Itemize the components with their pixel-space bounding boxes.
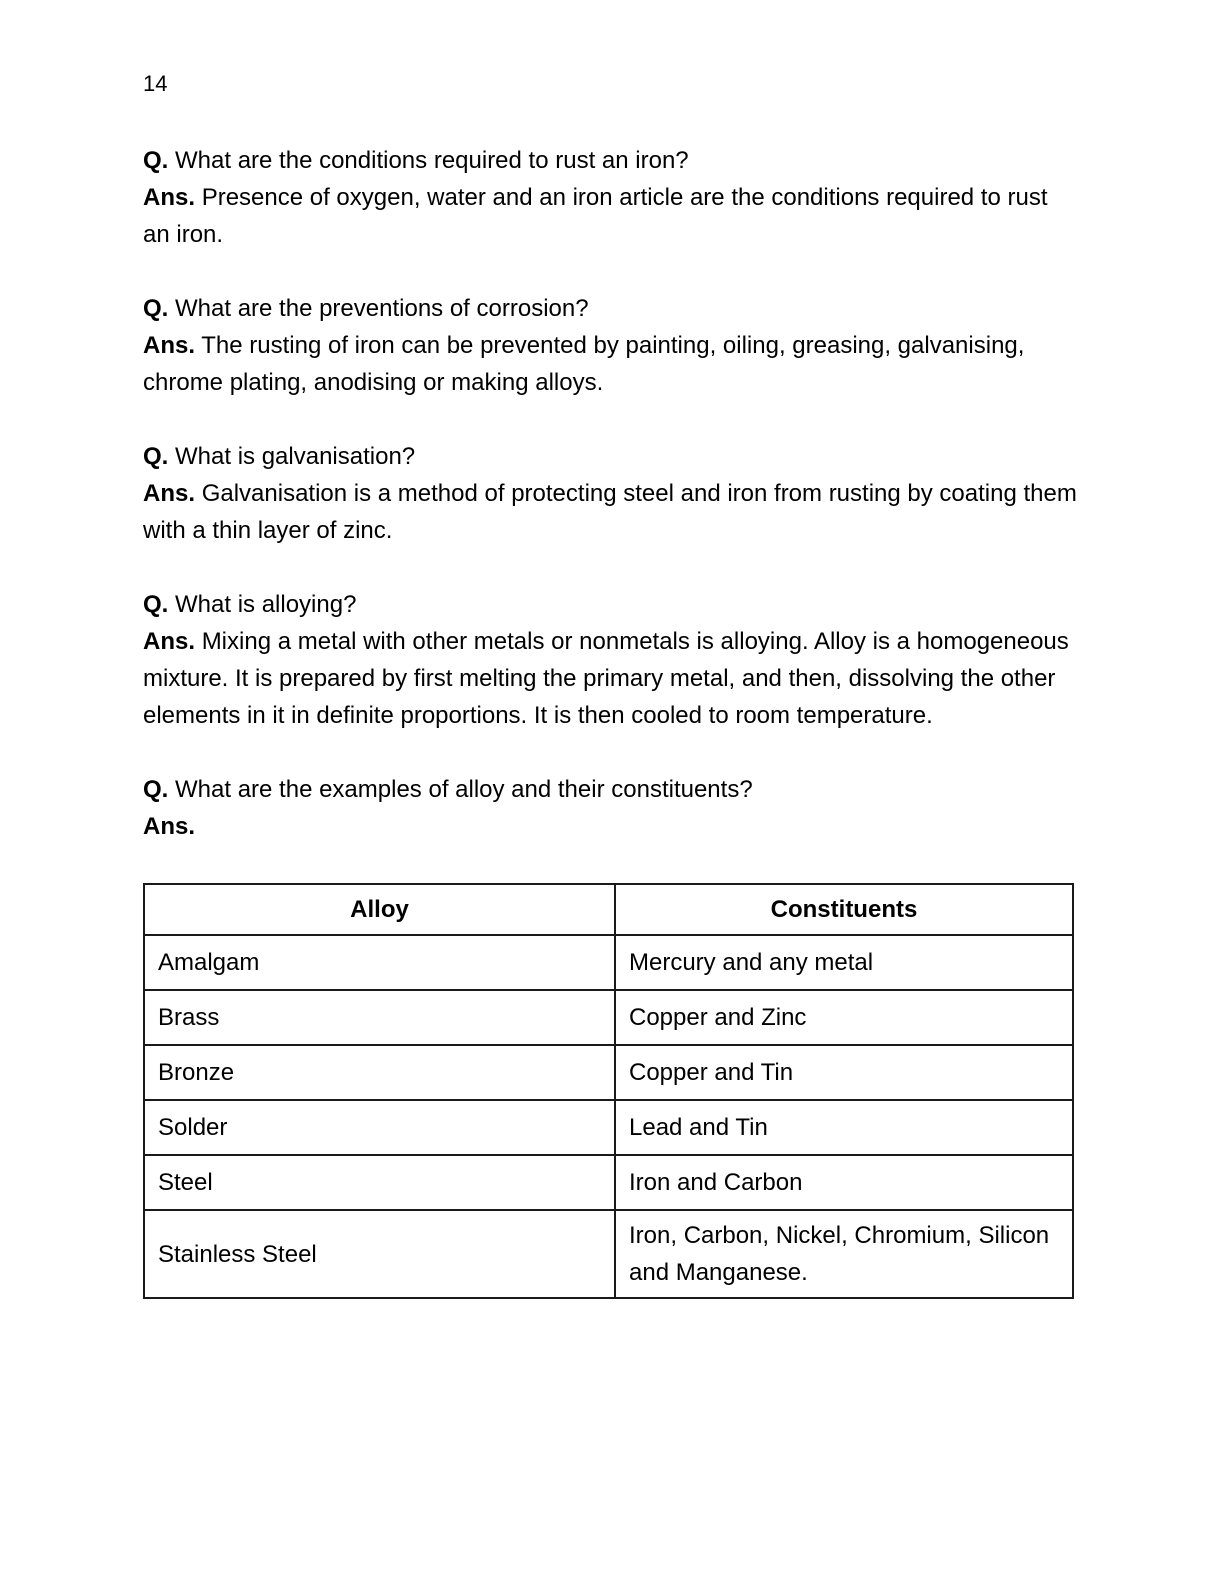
question-prefix: Q.	[143, 776, 169, 803]
question-line	[143, 438, 1080, 475]
answer-line	[143, 475, 1080, 549]
constituents-cell: Mercury and any metal	[615, 935, 1073, 990]
page-content	[143, 142, 1080, 1299]
table-row	[144, 1210, 1073, 1298]
alloy-cell: Solder	[144, 1100, 615, 1155]
answer-text: The rusting of iron can be prevented by painting, oiling, greasing, galvanising, chrome plating, anodising or making alloys.	[143, 332, 1025, 396]
answer-text: Galvanisation is a method of protecting steel and iron from rusting by coating them with a thin layer of zinc.	[143, 480, 1077, 544]
answer-text: Mixing a metal with other metals or nonmetals is alloying. Alloy is a homogeneous mixture. It is prepared by first melting the primary metal, and then, dissolving the other elements in it in definite proportions. It is then cooled to room temperature.	[143, 628, 1069, 729]
question-prefix: Q.	[143, 295, 169, 322]
answer-line	[143, 327, 1080, 401]
qa-block-corrosion-prevention	[143, 290, 1080, 401]
qa-block-rust-conditions	[143, 142, 1080, 253]
qa-block-alloy-examples	[143, 771, 1080, 845]
alloy-constituents-table	[143, 883, 1074, 1299]
answer-prefix: Ans.	[143, 184, 196, 211]
question-line	[143, 771, 1080, 808]
alloy-cell: Amalgam	[144, 935, 615, 990]
question-prefix: Q.	[143, 591, 169, 618]
question-prefix: Q.	[143, 443, 169, 470]
table-row	[144, 1045, 1073, 1100]
question-text: What are the examples of alloy and their constituents?	[175, 776, 753, 803]
answer-line	[143, 179, 1080, 253]
question-text: What is galvanisation?	[175, 443, 416, 470]
answer-prefix: Ans.	[143, 628, 196, 655]
table-row	[144, 990, 1073, 1045]
alloy-cell: Stainless Steel	[144, 1210, 615, 1298]
constituents-cell: Iron and Carbon	[615, 1155, 1073, 1210]
question-text: What are the preventions of corrosion?	[175, 295, 589, 322]
question-line	[143, 586, 1080, 623]
question-text: What is alloying?	[175, 591, 357, 618]
qa-block-galvanisation	[143, 438, 1080, 549]
answer-prefix: Ans.	[143, 332, 196, 359]
question-text: What are the conditions required to rust an iron?	[175, 147, 689, 174]
question-line	[143, 290, 1080, 327]
question-prefix: Q.	[143, 147, 169, 174]
alloy-cell: Brass	[144, 990, 615, 1045]
table-header-alloy: Alloy	[144, 884, 615, 935]
constituents-cell: Iron, Carbon, Nickel, Chromium, Silicon and Manganese.	[615, 1210, 1073, 1298]
answer-line	[143, 623, 1080, 734]
table-row	[144, 935, 1073, 990]
constituents-cell: Copper and Zinc	[615, 990, 1073, 1045]
answer-text: Presence of oxygen, water and an iron article are the conditions required to rust an iron.	[143, 184, 1048, 248]
constituents-cell: Copper and Tin	[615, 1045, 1073, 1100]
question-line	[143, 142, 1080, 179]
table-row	[144, 1100, 1073, 1155]
answer-line	[143, 808, 1080, 845]
table-header-row	[144, 884, 1073, 935]
answer-prefix: Ans.	[143, 813, 196, 840]
qa-block-alloying	[143, 586, 1080, 734]
answer-prefix: Ans.	[143, 480, 196, 507]
table-row	[144, 1155, 1073, 1210]
page-number: 14	[143, 71, 168, 96]
constituents-cell: Lead and Tin	[615, 1100, 1073, 1155]
alloy-cell: Bronze	[144, 1045, 615, 1100]
alloy-cell: Steel	[144, 1155, 615, 1210]
table-header-constituents: Constituents	[615, 884, 1073, 935]
